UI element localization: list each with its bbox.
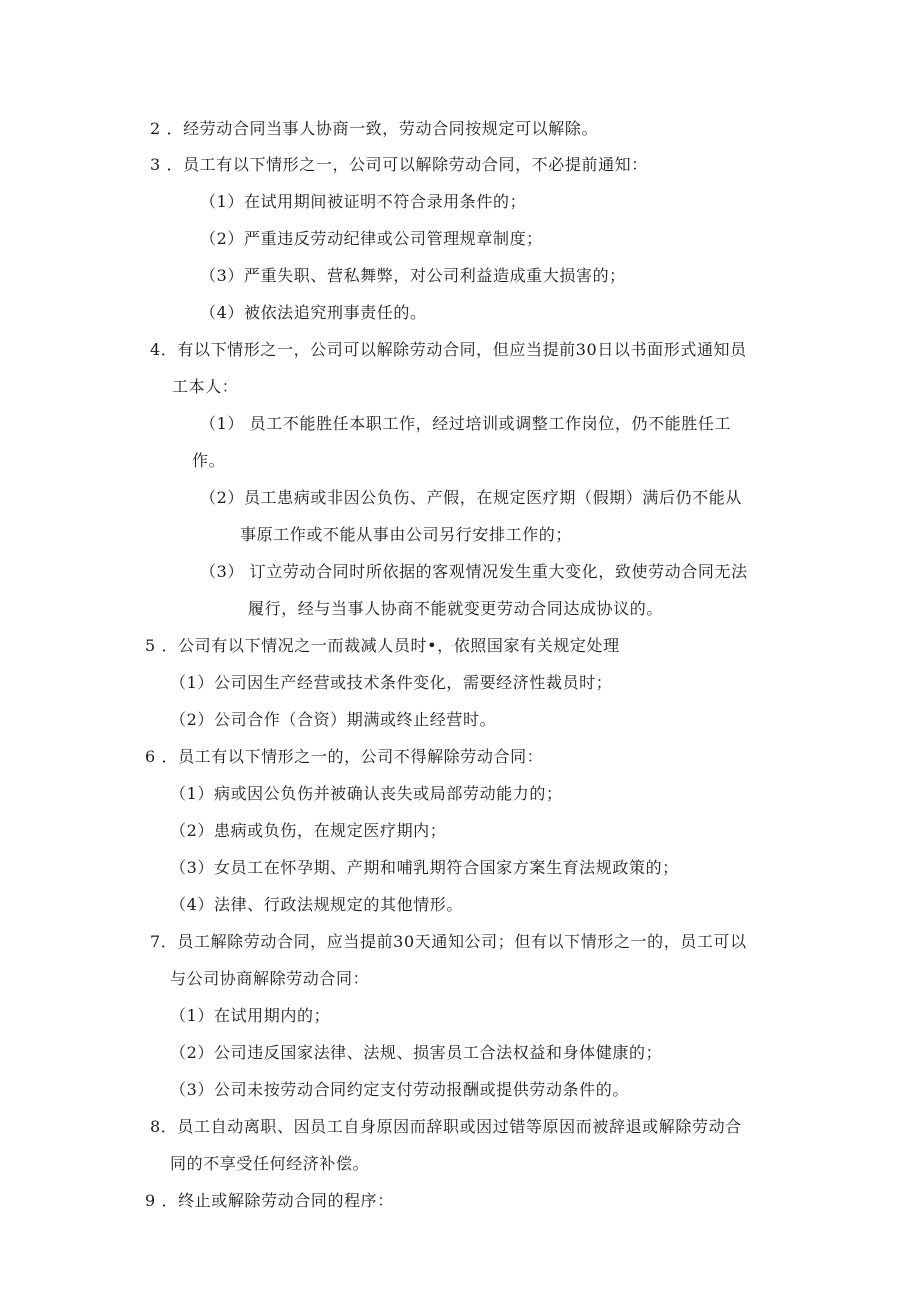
clause-7-item-3: （3）公司未按劳动合同约定支付劳动报酬或提供劳动条件的。 — [170, 1080, 629, 1099]
clause-6-item-3: （3）女员工在怀孕期、产期和哺乳期符合国家方案生育法规政策的； — [170, 858, 679, 877]
clause-3-item-4: （4）被依法追究刑事责任的。 — [200, 303, 427, 322]
clause-7-item-1: （1）在试用期内的； — [170, 1006, 331, 1025]
clause-4: 4．有以下情形之一，公司可以解除劳动合同，但应当提前30日以书面形式通知员 — [150, 340, 747, 359]
clause-3-item-1: （1）在试用期间被证明不符合录用条件的； — [200, 192, 527, 211]
clause-4-item-3: （3） 订立劳动合同时所依据的客观情况发生重大变化，致使劳动合同无法 — [200, 562, 748, 581]
clause-4-item-3-continuation: 履行，经与当事人协商不能就变更劳动合同达成协议的。 — [248, 599, 664, 618]
clause-4-item-2-continuation: 事原工作或不能从事由公司另行安排工作的； — [240, 525, 573, 544]
clause-7-continuation: 与公司协商解除劳动合同： — [170, 969, 370, 988]
clause-3-item-2: （2）严重违反劳动纪律或公司管理规章制度； — [200, 229, 543, 248]
clause-8-continuation: 同的不享受任何经济补偿。 — [170, 1154, 370, 1173]
clause-4-continuation: 工本人： — [172, 377, 239, 396]
clause-3-item-3: （3）严重失职、营私舞弊，对公司利益造成重大损害的； — [200, 266, 626, 285]
clause-8: 8．员工自动离职、因员工自身原因而辞职或因过错等原因而被辞退或解除劳动合 — [150, 1117, 742, 1136]
clause-3: 3 ．员工有以下情形之一，公司可以解除劳动合同，不必提前通知： — [150, 155, 648, 174]
clause-4-item-2: （2）员工患病或非因公负伤、产假，在规定医疗期（假期）满后仍不能从 — [200, 488, 742, 507]
clause-9: 9 ．终止或解除劳动合同的程序： — [145, 1191, 394, 1210]
clause-5-item-1: （1）公司因生产经营或技术条件变化，需要经济性裁员时； — [170, 673, 613, 692]
clause-6-item-2: （2）患病或负伤，在规定医疗期内； — [170, 821, 447, 840]
clause-4-item-1: （1） 员工不能胜任本职工作，经过培训或调整工作岗位，仍不能胜任工 — [200, 414, 732, 433]
clause-6: 6 ．员工有以下情形之一的，公司不得解除劳动合同： — [145, 747, 544, 766]
clause-7-item-2: （2）公司违反国家法律、法规、损害员工合法权益和身体健康的； — [170, 1043, 663, 1062]
clause-7: 7．员工解除劳动合同，应当提前30天通知公司；但有以下情形之一的，员工可以 — [150, 932, 747, 951]
clause-6-item-1: （1）病或因公负伤并被确认丧失或局部劳动能力的； — [170, 784, 563, 803]
clause-4-item-1-continuation: 作。 — [192, 451, 226, 470]
clause-5-item-2: （2）公司合作（合资）期满或终止经营时。 — [170, 710, 497, 729]
clause-2: 2 ．经劳动合同当事人协商一致，劳动合同按规定可以解除。 — [150, 119, 599, 138]
clause-6-item-4: （4）法律、行政法规规定的其他情形。 — [170, 895, 463, 914]
clause-5: 5 ．公司有以下情况之一而裁减人员时•，依照国家有关规定处理 — [145, 636, 620, 655]
